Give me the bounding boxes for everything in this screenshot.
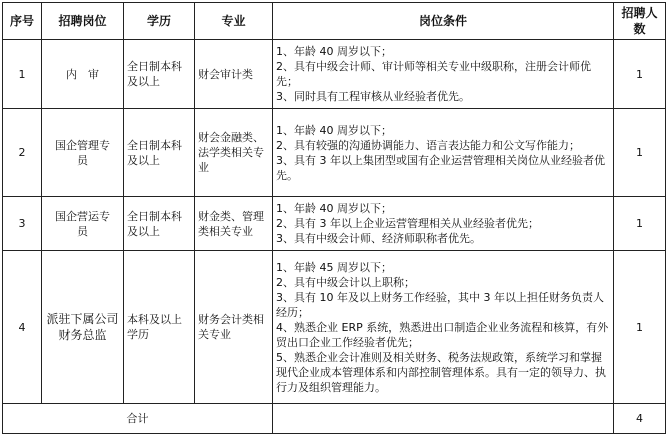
- row-seq: 3: [3, 197, 42, 251]
- header-position: 招聘岗位: [42, 3, 124, 40]
- table-row: [3, 197, 666, 251]
- header-major: 专业: [195, 3, 273, 40]
- row-count: 1: [614, 40, 666, 109]
- row-count: 1: [614, 109, 666, 197]
- condition-line: 1、年龄 40 周岁以下；: [276, 123, 392, 137]
- condition-line: 1、年龄 40 周岁以下；: [276, 45, 392, 58]
- condition-line: 2、具有中级会计师、审计师等相关专业中级职称，注册会计师优先；: [276, 60, 591, 88]
- table-row: [3, 251, 666, 404]
- condition-line: 2、具有中级会计以上职称；: [276, 275, 415, 289]
- condition-line: 1、年龄 40 周岁以下；: [276, 202, 392, 215]
- row-count: 1: [614, 251, 666, 404]
- condition-line: 2、具有较强的沟通协调能力、语言表达能力和公文写作能力；: [276, 138, 580, 152]
- condition-line: 2、具有 3 年以上企业运营管理相关从业经验者优先；: [276, 217, 539, 230]
- condition-line: 3、同时具有工程审核从业经验者优先。: [276, 90, 470, 103]
- table-row: [3, 40, 666, 109]
- row-education: 全日制本科及以上: [124, 109, 195, 197]
- row-education: 全日制本科及以上: [124, 40, 195, 109]
- condition-line: 3、具有中级会计师、经济师职称者优先。: [276, 232, 481, 245]
- condition-line: 3、具有 3 年以上集团型或国有企业运营管理相关岗位从业经验者优先。: [276, 153, 605, 182]
- condition-line: 1、年龄 45 周岁以下；: [276, 260, 392, 274]
- recruitment-table: [2, 2, 666, 434]
- header-conditions: 岗位条件: [273, 3, 614, 40]
- row-major: 财务会计类相关专业: [195, 251, 273, 404]
- condition-line: 3、具有 10 年及以上财务工作经验，其中 3 年以上担任财务负责人经历；: [276, 290, 604, 319]
- row-major: 财金类、管理类相关专业: [195, 197, 273, 251]
- row-conditions: [273, 251, 614, 404]
- row-education: 全日制本科及以上: [124, 197, 195, 251]
- row-position: 内 审: [42, 40, 124, 109]
- header-education: 学历: [124, 3, 195, 40]
- row-conditions: [273, 40, 614, 109]
- header-seq: 序号: [3, 3, 42, 40]
- total-row: [3, 404, 666, 434]
- row-position: 国企管理专 员: [42, 109, 124, 197]
- row-major: 财会审计类: [195, 40, 273, 109]
- row-seq: 2: [3, 109, 42, 197]
- row-seq: 4: [3, 251, 42, 404]
- row-seq: 1: [3, 40, 42, 109]
- row-position: 派驻下属公司财务总监: [42, 251, 124, 404]
- table-row: [3, 109, 666, 197]
- condition-line: 5、熟悉企业会计准则及相关财务、税务法规政策，系统学习和掌握现代企业成本管理体系和内部控制管理体系。具有一定的领导力、执行力及组织管理能力。: [276, 350, 606, 394]
- total-empty-cell: [273, 404, 614, 434]
- row-position: 国企营运专 员: [42, 197, 124, 251]
- header-count: 招聘人数: [614, 3, 666, 40]
- total-count: 4: [614, 404, 666, 434]
- row-conditions: [273, 109, 614, 197]
- row-conditions: [273, 197, 614, 251]
- row-major: 财会金融类、法学类相关专业: [195, 109, 273, 197]
- table-header-row: [3, 3, 666, 40]
- row-count: 1: [614, 197, 666, 251]
- row-education: 本科及以上学历: [124, 251, 195, 404]
- total-label: 合计: [3, 404, 273, 434]
- condition-line: 4、熟悉企业 ERP 系统，熟悉进出口制造企业业务流程和核算，有外贸出口企业工作经验者优先；: [276, 320, 609, 349]
